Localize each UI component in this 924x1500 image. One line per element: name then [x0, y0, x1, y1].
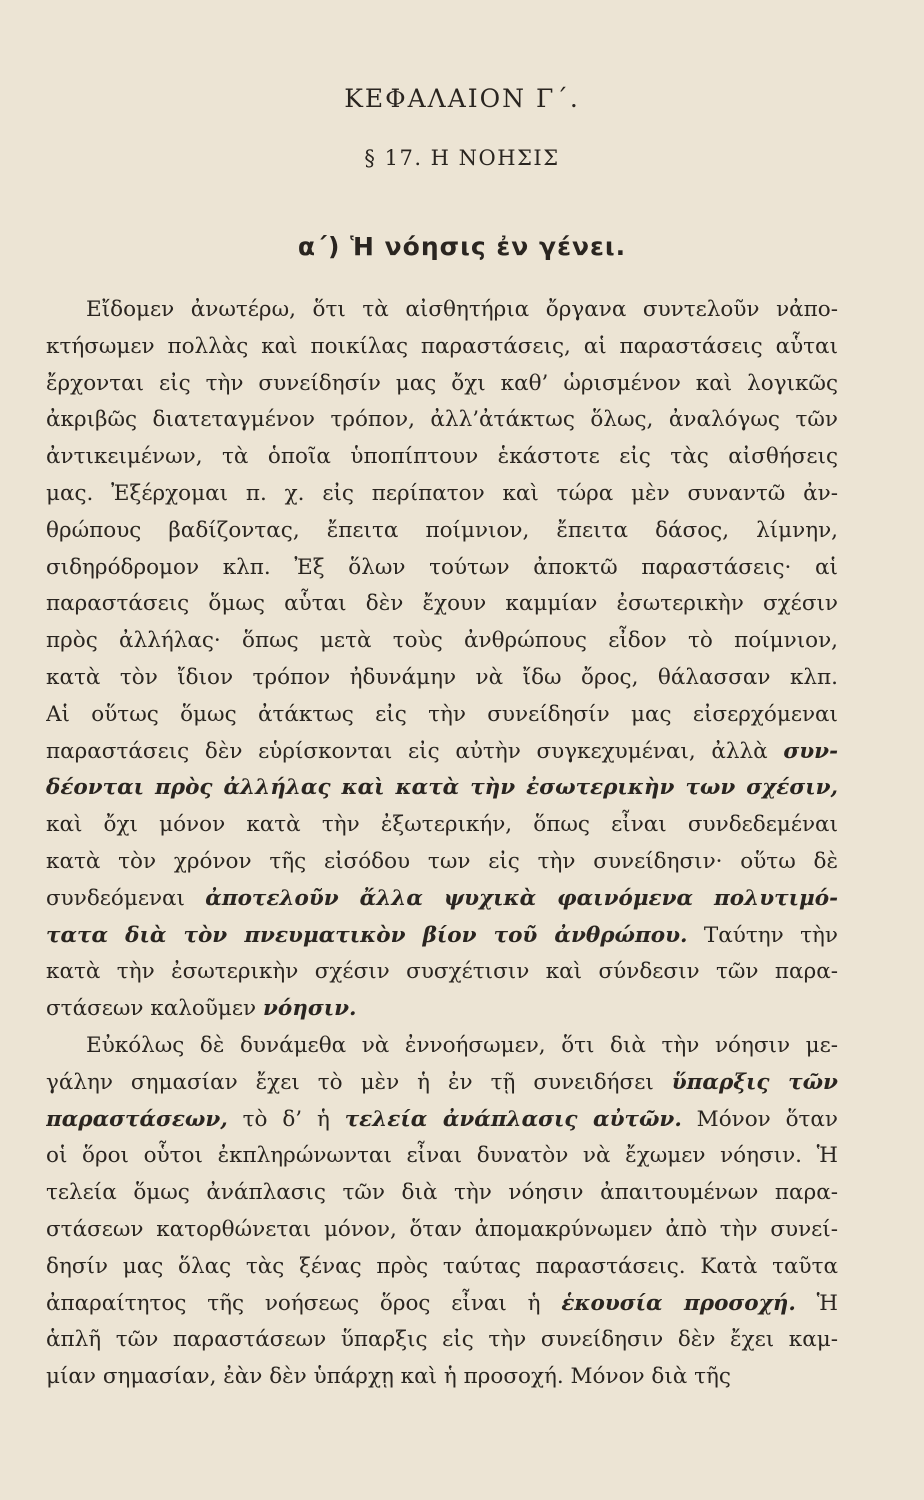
text-span: τὸ δ’ ἡ [227, 1106, 345, 1132]
text-line [46, 292, 838, 329]
text-line [46, 476, 838, 513]
text-line [46, 1102, 838, 1139]
text-line [46, 329, 838, 366]
text-line [46, 881, 838, 918]
text-line [46, 586, 838, 623]
text-span: μίαν σημασίαν, ἐὰν δὲν ὑπάρχῃ καὶ ἡ προσοχή. Μόνον διὰ τῆς [46, 1364, 731, 1390]
text-line [46, 366, 838, 403]
text-span: κατὰ τὴν ἐσωτερικὴν σχέσιν συσχέτισιν καὶ σύνδεσιν τῶν παρα- [46, 959, 838, 985]
text-line [46, 402, 838, 439]
text-span: παραστάσεις ὅμως αὗται δὲν ἔχουν καμμίαν ἐσωτερικὴν σχέσιν [46, 591, 838, 617]
text-line [46, 1065, 838, 1102]
text-span: στάσεων κατορθώνεται μόνον, ὅταν ἀπομακρύνωμεν ἀπὸ τὴν συνεί- [46, 1216, 838, 1242]
text-line [46, 734, 838, 771]
text-span: ἀκριβῶς διατεταγμένον τρόπον, ἀλλ’ἀτάκτως ὅλως, ἀναλόγως τῶν [46, 407, 838, 433]
chapter-heading: ΚΕΦΑΛΑΙΟΝ Γ΄. [344, 84, 580, 113]
emphasis-text: νόησιν. [262, 996, 357, 1022]
emphasis-text: συν- [783, 738, 838, 764]
text-span: γάλην σημασίαν ἔχει τὸ μὲν ἡ ἐν τῇ συνειδήσει [46, 1069, 672, 1095]
text-span: σιδηρόδρομον κλπ. Ἐξ ὅλων τούτων ἀποκτῶ παραστάσεις· αἱ [46, 554, 838, 580]
text-span: τελεία ὅμως ἀνάπλασις τῶν διὰ τὴν νόησιν ἀπαιτουμένων παρα- [46, 1180, 838, 1206]
text-line [46, 439, 838, 476]
text-span: καὶ ὄχι μόνον κατὰ τὴν ἐξωτερικήν, ὅπως εἶναι συνδεδεμέναι [46, 812, 838, 838]
text-line [46, 1028, 838, 1065]
text-span: ἔρχονται εἰς τὴν συνείδησίν μας ὄχι καθ’ ὡρισμένον καὶ λογικῶς [46, 370, 838, 396]
emphasis-text: ὕπαρξις τῶν [671, 1069, 838, 1095]
text-span: Εὐκόλως δὲ δυνάμεθα νὰ ἐννοήσωμεν, ὅτι διὰ τὴν νόησιν με- [86, 1032, 838, 1058]
text-span: Ἡ [795, 1290, 838, 1316]
text-span: οἱ ὅροι οὗτοι ἐκπληρώνωνται εἶναι δυνατὸν νὰ ἔχωμεν νόησιν. Ἡ [46, 1143, 838, 1169]
text-line [46, 697, 838, 734]
emphasis-text: ἀποτελοῦν ἄλλα ψυχικὰ φαινόμενα πολυτιμό- [205, 885, 838, 911]
text-span: Αἱ οὕτως ὅμως ἀτάκτως εἰς τὴν συνείδησίν μας εἰσερχόμεναι [46, 701, 838, 727]
text-span: συνδεόμεναι [46, 885, 206, 911]
text-line [46, 513, 838, 550]
emphasis-text: ἑκουσία προσοχή. [561, 1290, 796, 1316]
emphasis-text: δέονται πρὸς ἀλλήλας καὶ κατὰ τὴν ἐσωτερικὴν των σχέσιν, [46, 775, 838, 801]
text-line [46, 1286, 838, 1323]
text-span: κατὰ τὸν ἴδιον τρόπον ἠδυνάμην νὰ ἴδω ὄρος, θάλασσαν κλπ. [46, 664, 838, 690]
text-span: ἀπαραίτητος τῆς νοήσεως ὅρος εἶναι ἡ [46, 1290, 562, 1316]
text-line [46, 660, 838, 697]
text-span: ἀντικειμένων, τὰ ὁποῖα ὑποπίπτουν ἑκάστοτε εἰς τὰς αἰσθήσεις [46, 444, 838, 470]
subsection-heading: α΄) Ἡ νόησις ἐν γένει. [297, 232, 627, 261]
body-text [46, 292, 838, 1396]
text-line [46, 954, 838, 991]
section-heading: § 17. Η ΝΟΗΣΙΣ [364, 146, 560, 170]
emphasis-text: τατα διὰ τὸν πνευματικὸν βίον τοῦ ἀνθρώπου. [46, 922, 688, 948]
emphasis-text: τελεία ἀνάπλασις αὐτῶν. [344, 1106, 682, 1132]
text-line [46, 918, 838, 955]
text-span: Μόνον ὅταν [681, 1106, 838, 1132]
text-span: δησίν μας ὅλας τὰς ξένας πρὸς ταύτας παραστάσεις. Κατὰ ταῦτα [46, 1253, 838, 1279]
text-line [46, 807, 838, 844]
text-line [46, 1249, 838, 1286]
text-span: Εἴδομεν ἀνωτέρω, ὅτι τὰ αἰσθητήρια ὄργανα συντελοῦν νἀπο- [86, 297, 838, 322]
text-span: πρὸς ἀλλήλας· ὅπως μετὰ τοὺς ἀνθρώπους εἶδον τὸ ποίμνιον, [46, 628, 838, 654]
text-span: θρώπους βαδίζοντας, ἔπειτα ποίμνιον, ἔπειτα δάσος, λίμνην, [46, 517, 838, 543]
text-line [46, 1175, 838, 1212]
text-span: ἁπλῆ τῶν παραστάσεων ὕπαρξις εἰς τὴν συνείδησιν δὲν ἔχει καμ- [46, 1327, 838, 1353]
text-line [46, 844, 838, 881]
text-span: Ταύτην τὴν [687, 922, 838, 948]
text-line [46, 991, 838, 1028]
text-line [46, 770, 838, 807]
text-span: μας. Ἐξέρχομαι π. χ. εἰς περίπατον καὶ τώρα μὲν συναντῶ ἀν- [46, 480, 838, 506]
emphasis-text: παραστάσεων, [46, 1106, 228, 1132]
text-span: κτήσωμεν πολλὰς καὶ ποικίλας παραστάσεις, αἱ παραστάσεις αὗται [46, 333, 838, 359]
text-line [46, 550, 838, 587]
text-line [46, 623, 838, 660]
text-span: στάσεων καλοῦμεν [46, 996, 263, 1022]
text-span: κατὰ τὸν χρόνον τῆς εἰσόδου των εἰς τὴν συνείδησιν· οὕτω δὲ [46, 848, 838, 874]
text-line [46, 1212, 838, 1249]
text-line [46, 1322, 838, 1359]
text-span: παραστάσεις δὲν εὑρίσκονται εἰς αὐτὴν συγκεχυμέναι, ἀλλὰ [46, 738, 784, 764]
text-line [46, 1138, 838, 1175]
text-line [46, 1359, 838, 1396]
